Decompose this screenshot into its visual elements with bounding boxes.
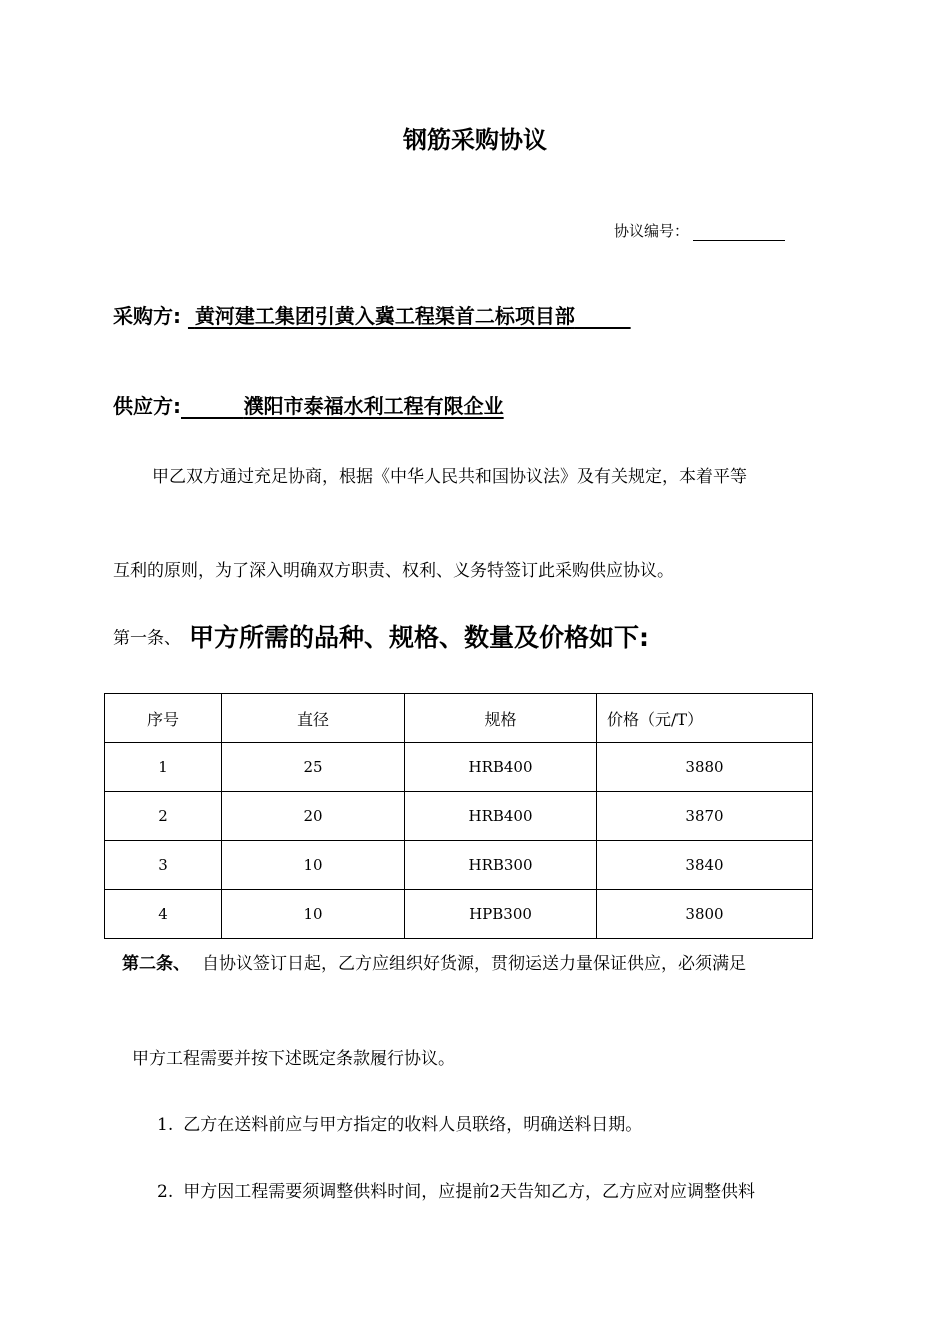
cell-index: 2: [105, 792, 222, 841]
list-item: [157, 1110, 642, 1135]
cell-grade: HRB400: [405, 743, 597, 792]
buyer-line: [113, 300, 631, 329]
buyer-label: 采购方:: [113, 304, 181, 328]
buyer-value: 黄河建工集团引黄入冀工程渠首二标项目部: [194, 304, 575, 328]
cell-price: 3840: [597, 841, 813, 890]
article-2-line-2: 甲方工程需要并按下述既定条款履行协议。: [132, 1049, 455, 1069]
cell-grade: HRB400: [405, 792, 597, 841]
cell-price: 3880: [597, 743, 813, 792]
agreement-number-blank: [693, 226, 785, 241]
table-row: [105, 841, 813, 890]
supplier-line: [113, 390, 504, 419]
cell-grade: HPB300: [405, 890, 597, 939]
list-item-text: 甲方因工程需要须调整供料时间，应提前2天告知乙方，乙方应对应调整供料: [183, 1182, 756, 1202]
list-item: [157, 1177, 755, 1202]
article-1-prefix: 第一条、: [113, 628, 181, 649]
agreement-number: [614, 220, 785, 241]
article-1-heading: 甲方所需的品种、规格、数量及价格如下:: [189, 623, 649, 652]
agreement-number-label: 协议编号：: [614, 222, 690, 240]
article-2-label: 第二条、: [122, 954, 190, 974]
cell-index: 4: [105, 890, 222, 939]
list-item-number: 2.: [157, 1182, 174, 1202]
cell-index: 3: [105, 841, 222, 890]
header-grade: 规格: [405, 694, 597, 743]
article-2: [122, 949, 746, 974]
article-1: [113, 618, 649, 654]
cell-price: 3800: [597, 890, 813, 939]
article-2-line-1: 自协议签订日起，乙方应组织好货源，贯彻运送力量保证供应，必须满足: [202, 954, 746, 974]
specification-table: [104, 693, 813, 939]
list-item-number: 1.: [157, 1115, 174, 1135]
intro-line-1: 甲乙双方通过充足协商，根据《中华人民共和国协议法》及有关规定，本着平等: [152, 467, 747, 487]
cell-index: 1: [105, 743, 222, 792]
header-index: 序号: [105, 694, 222, 743]
cell-grade: HRB300: [405, 841, 597, 890]
table-row: [105, 792, 813, 841]
header-price: 价格（元/T）: [597, 694, 813, 743]
table-header-row: [105, 694, 813, 743]
supplier-label: 供应方:: [113, 394, 181, 418]
cell-price: 3870: [597, 792, 813, 841]
cell-diameter: 25: [222, 743, 405, 792]
table-row: [105, 743, 813, 792]
cell-diameter: 10: [222, 890, 405, 939]
intro-line-2: 互利的原则，为了深入明确双方职责、权利、义务特签订此采购供应协议。: [113, 561, 674, 581]
table-row: [105, 890, 813, 939]
header-diameter: 直径: [222, 694, 405, 743]
cell-diameter: 20: [222, 792, 405, 841]
supplier-value: 濮阳市泰福水利工程有限企业: [243, 394, 504, 418]
page-title: 钢筋采购协议: [403, 126, 547, 154]
list-item-text: 乙方在送料前应与甲方指定的收料人员联络，明确送料日期。: [183, 1115, 643, 1135]
cell-diameter: 10: [222, 841, 405, 890]
